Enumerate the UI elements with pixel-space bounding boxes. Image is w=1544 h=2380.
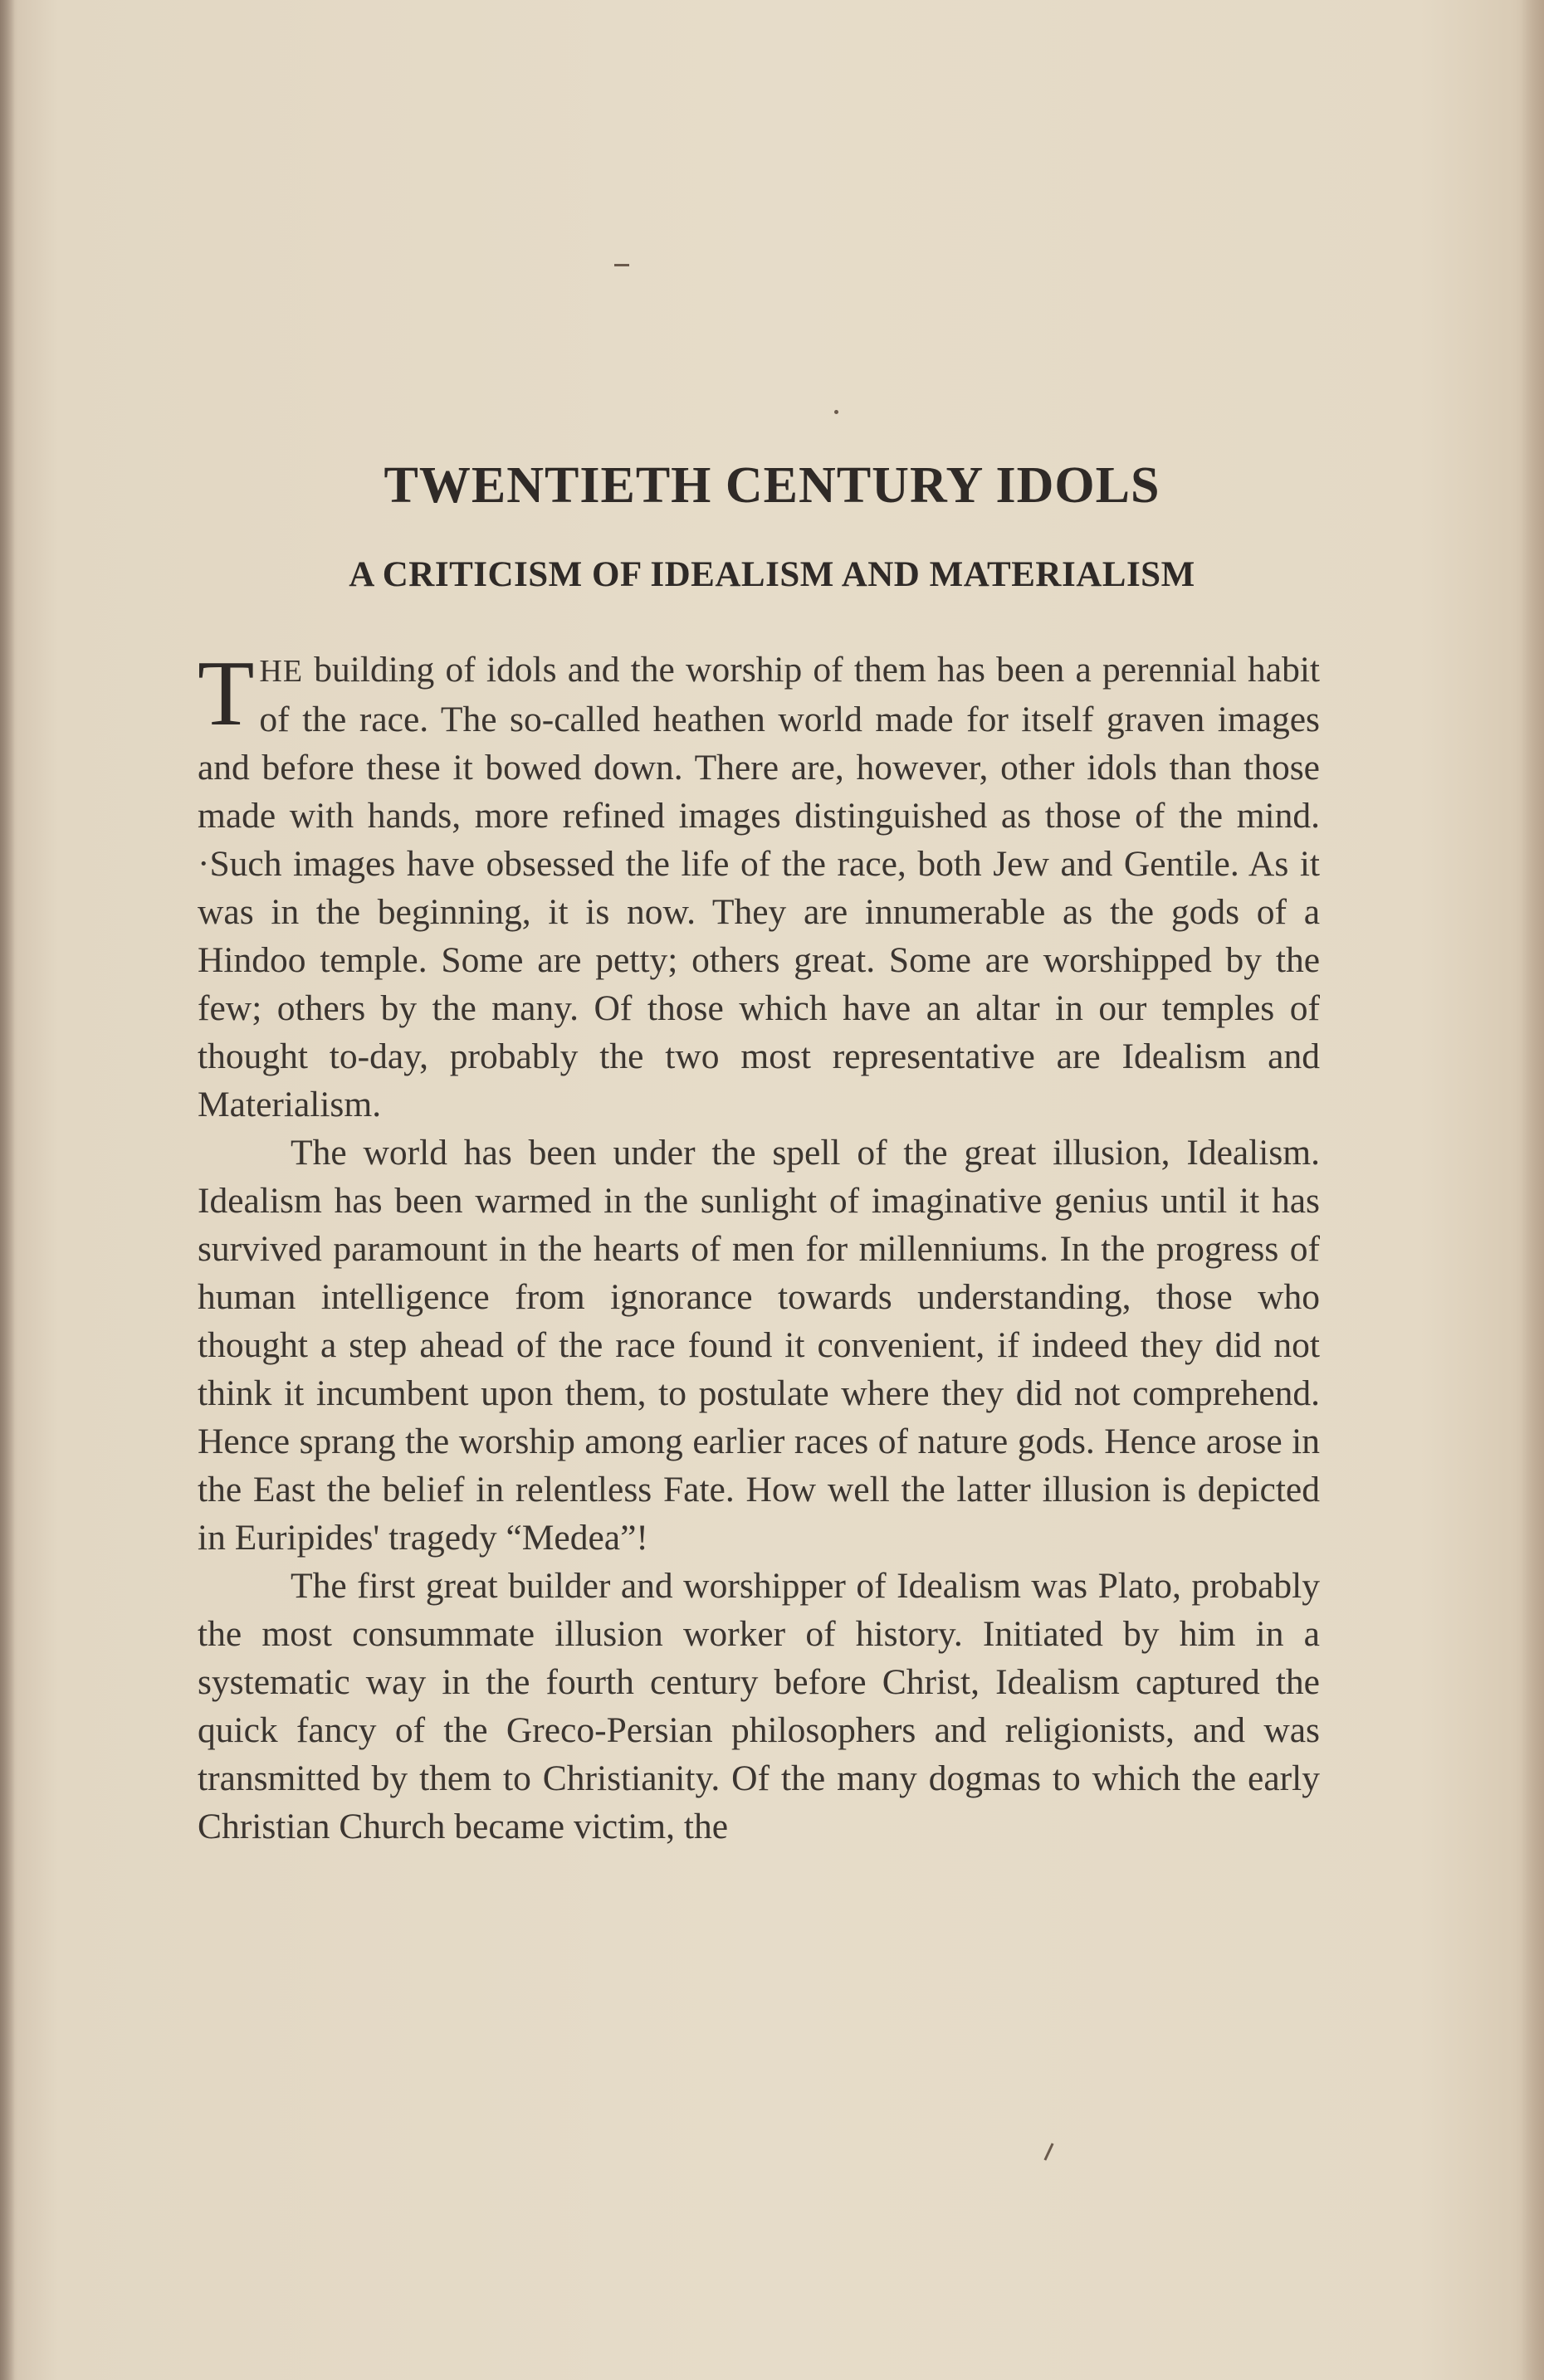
bleed-through-text <box>448 217 1361 383</box>
paragraph: The first great builder and worshipper of Idealism was Plato, probably the most consummate illusion worker of history. Initiated by him in a systematic way in the fourth century before Christ, Idealism captured the quick fancy of the Greco-Persian philosophers and religionists, and was transmitted by them to Christianity. Of the many dogmas to which the early Christian Church became victim, the <box>198 1566 1320 1846</box>
page-edge <box>1521 0 1544 2380</box>
first-word-smallcaps: HE <box>259 654 304 689</box>
paragraph: The world has been under the spell of the great illusion, Idealism. Idealism has been warmed in the sunlight of imaginative genius until it has survived paramount in the hearts of men for millenniums. In the progress of human intelligence from ignorance towards understanding, those who thought a step ahead of the race found it convenient, if indeed they did not think it incumbent upon them, to postulate where they did not comprehend. Hence sprang the worship among earlier races of nature gods. Hence arose in the East the belief in relentless Fate. How well the latter illusion is depicted in Euripides' tragedy “Medea”! <box>198 1133 1320 1558</box>
spine-shadow <box>0 0 15 2380</box>
paper-speck <box>834 410 838 414</box>
body-text <box>198 642 1320 1851</box>
paragraph-text: building of idols and the worship of them has been a perennial habit of the race. The so-called heathen world made for itself graven images and before these it bowed down. There are, however, other idols than those made with hands, more refined images distinguished as those of the mind. ·Such images have obsessed the life of the race, both Jew and Gentile. As it was in the beginning, it is now. They are innumerable as the gods of a Hindoo temple. Some are petty; others great. Some are worshipped by the few; others by the many. Of those which have an altar in our temples of thought to-day, probably the two most representative are Idealism and Materialism. <box>198 650 1320 1124</box>
drop-cap-wrap <box>198 642 255 745</box>
page-subtitle: A CRITICISM OF IDEALISM AND MATERIALISM <box>349 555 1195 594</box>
paragraph <box>198 642 1320 1129</box>
drop-cap: T <box>198 642 255 745</box>
page-title: TWENTIETH CENTURY IDOLS <box>384 457 1160 514</box>
paper-speck <box>614 264 629 266</box>
paper-speck <box>1043 2143 1053 2160</box>
